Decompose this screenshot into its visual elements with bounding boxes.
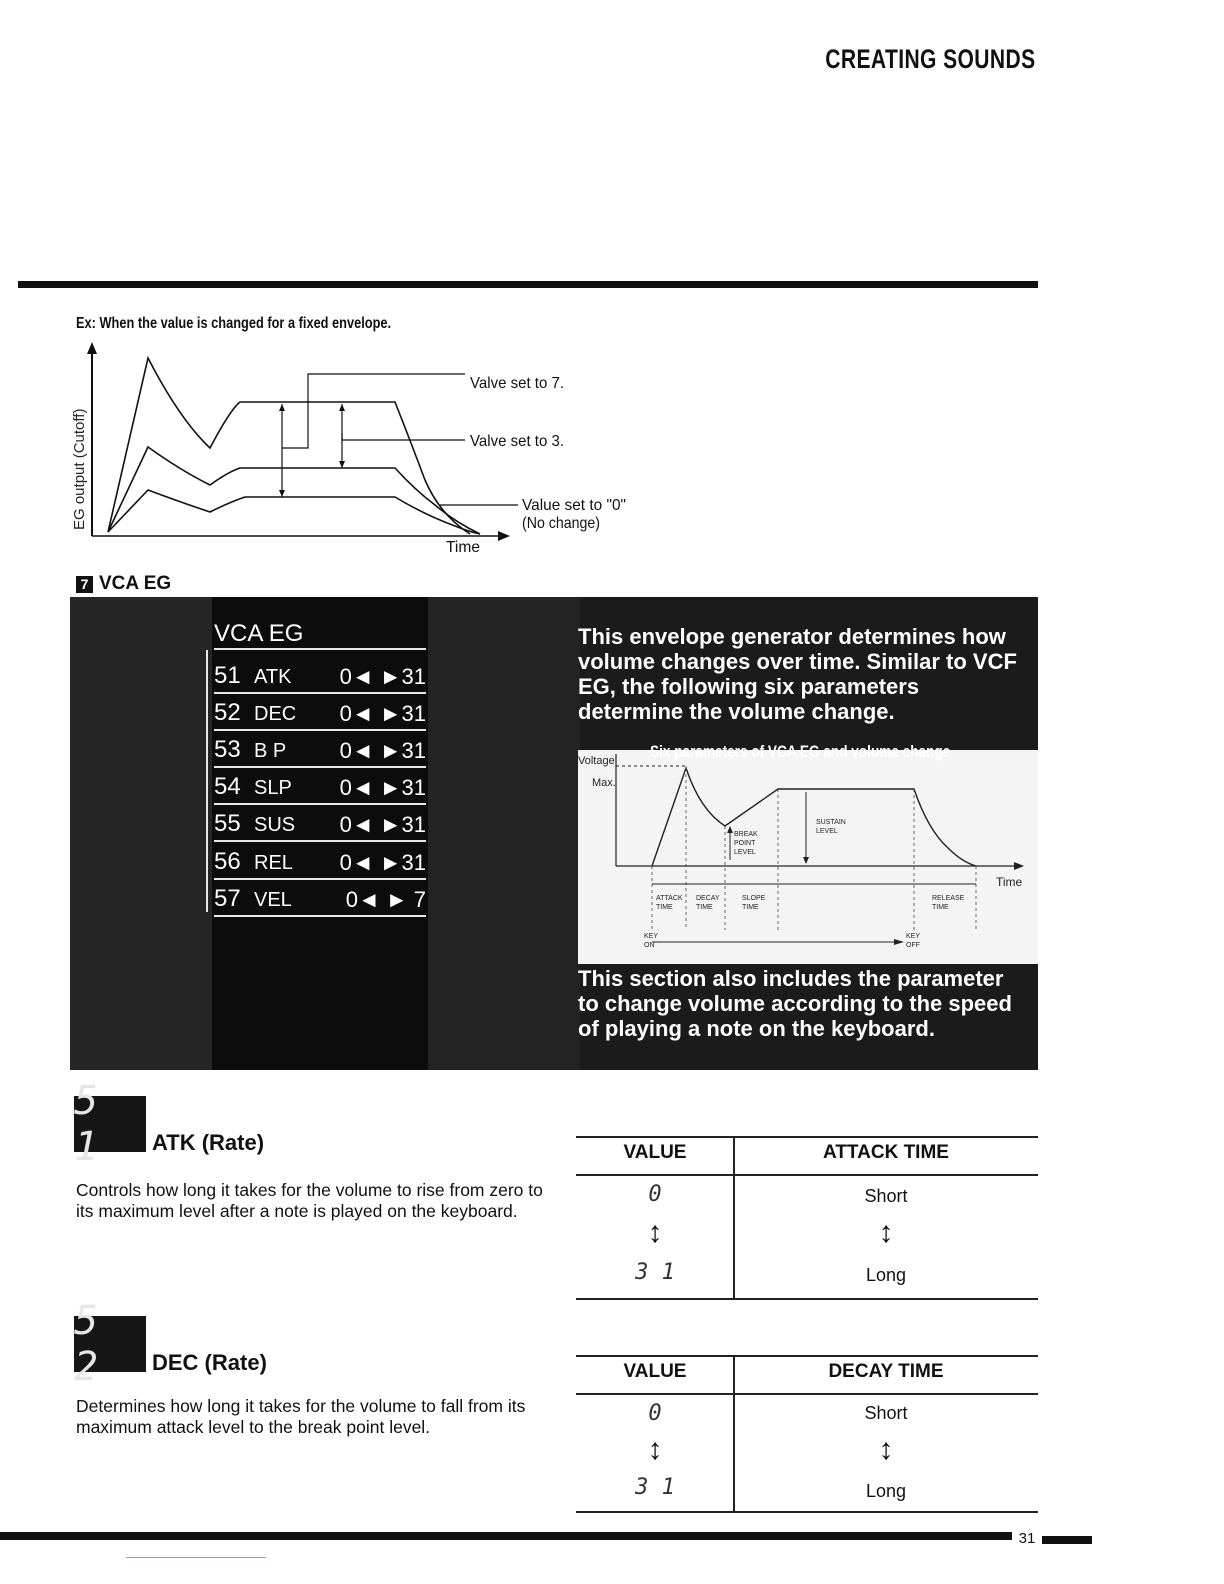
param-number: 53 <box>214 736 241 763</box>
label-value-7: Valve set to 7. <box>470 375 564 392</box>
atk-title: ATK (Rate) <box>152 1130 265 1155</box>
svg-text:TIME: TIME <box>656 904 673 911</box>
param-range: 0◄ ►31 <box>339 850 426 875</box>
param-number: 55 <box>214 810 241 837</box>
svg-text:OFF: OFF <box>906 942 920 949</box>
up-down-arrow-icon: ↕ <box>878 1433 894 1466</box>
param-range: 0◄ ►31 <box>339 775 426 800</box>
param-row-57 <box>214 879 426 917</box>
svg-text:LEVEL: LEVEL <box>734 849 756 856</box>
svg-text:ATTACK: ATTACK <box>656 895 683 902</box>
svg-text:SUSTAIN: SUSTAIN <box>816 819 846 826</box>
param-row-54 <box>214 767 426 805</box>
section-number-badge: 7 <box>76 576 93 593</box>
x-axis-arrow <box>498 531 510 541</box>
parameter-list-title: VCA EG <box>214 620 304 647</box>
label-long: Long <box>865 1265 907 1285</box>
up-down-arrow-icon: ↕ <box>647 1433 663 1466</box>
voltage-label: Voltage <box>578 755 615 767</box>
y-axis-label: EG output (Cutoff) <box>71 408 88 530</box>
param-number: 51 <box>214 662 241 689</box>
svg-text:KEY: KEY <box>644 933 659 940</box>
six-parameters-chart <box>578 750 1038 964</box>
param-row-51 <box>214 656 426 694</box>
page-number: 31 <box>1018 1530 1036 1547</box>
velocity-description: This section also includes the parameter to change volume according to the speed of playing a note on the keyboard. <box>578 966 1012 1041</box>
leader-line-3 <box>342 433 465 440</box>
section-heading <box>76 573 171 595</box>
panel-mid-strip <box>428 597 580 1070</box>
max-label: Max. <box>592 777 616 789</box>
svg-text:RELEASE: RELEASE <box>932 895 965 902</box>
value-min: 0 <box>648 1182 662 1207</box>
value-max: 3 1 <box>635 1260 675 1285</box>
time-label: Time <box>996 875 1023 889</box>
panel-left-strip <box>70 597 216 1070</box>
svg-text:TIME: TIME <box>932 904 949 911</box>
param-range: 0◄ ►31 <box>339 664 426 689</box>
led-display-52: 5 2 <box>74 1316 146 1372</box>
table-header-attack-time: ATTACK TIME <box>823 1142 949 1163</box>
attack-time-table <box>576 1136 1038 1302</box>
time-axis-arrow <box>1014 862 1024 870</box>
param-number: 54 <box>214 773 241 800</box>
volume-envelope <box>652 768 976 866</box>
x-axis-label: Time <box>446 539 481 556</box>
led-display-51: 5 1 <box>74 1096 146 1152</box>
value-max: 3 1 <box>635 1475 675 1500</box>
section-heading-text: VCA EG <box>99 573 172 594</box>
param-row-56 <box>214 842 426 880</box>
param-row-52 <box>214 693 426 731</box>
up-down-arrow-icon: ↕ <box>878 1216 894 1249</box>
param-code: SUS <box>254 814 296 836</box>
parameter-list-bracket <box>206 650 208 912</box>
param-number: 56 <box>214 848 241 875</box>
param-code: VEL <box>254 889 292 911</box>
param-row-55 <box>214 804 426 842</box>
decay-time-table <box>576 1355 1038 1515</box>
param-code: ATK <box>254 666 292 688</box>
param-range: 0◄ ►31 <box>339 701 426 726</box>
svg-text:POINT: POINT <box>734 840 756 847</box>
param-code: SLP <box>254 777 292 799</box>
param-row-53 <box>214 730 426 768</box>
param-number: 57 <box>214 885 241 912</box>
dec-title: DEC (Rate) <box>152 1350 267 1375</box>
svg-text:TIME: TIME <box>696 904 713 911</box>
svg-text:LEVEL: LEVEL <box>816 828 838 835</box>
up-down-arrow-icon: ↕ <box>647 1216 663 1249</box>
param-range: 0◄ ►31 <box>339 812 426 837</box>
parameter-list-rule <box>214 648 426 650</box>
atk-description: Controls how long it takes for the volume to rise from zero to its maximum level after a note is played on the keyboard. <box>76 1180 543 1221</box>
svg-text:ON: ON <box>644 942 655 949</box>
param-number: 52 <box>214 699 241 726</box>
param-code: B P <box>254 740 287 762</box>
svg-text:SLOPE: SLOPE <box>742 895 766 902</box>
param-code: REL <box>254 852 293 874</box>
label-value-3: Valve set to 3. <box>470 433 564 450</box>
example-caption: Ex: When the value is changed for a fixed envelope. <box>76 315 392 332</box>
vca-eg-description: This envelope generator determines how volume changes over time. Similar to VCF EG, the following six parameters determine the volume change. <box>578 624 1017 724</box>
six-parameters-title: Six parameters of VCA EG and volume change <box>650 742 951 761</box>
table-header-value: VALUE <box>623 1361 687 1382</box>
svg-text:DECAY: DECAY <box>696 895 720 902</box>
label-short: Short <box>864 1403 908 1423</box>
param-code: DEC <box>254 703 297 725</box>
y-axis-arrow <box>87 342 97 354</box>
label-no-change: (No change) <box>522 515 600 532</box>
label-value-0: Value set to "0" <box>522 497 626 514</box>
envelope-change-diagram <box>60 340 660 565</box>
bottom-divider-right <box>1042 1536 1092 1544</box>
table-header-value: VALUE <box>623 1142 687 1163</box>
label-short: Short <box>864 1186 908 1206</box>
svg-text:TIME: TIME <box>742 904 759 911</box>
six-parameters-diagram <box>578 750 1038 964</box>
value-min: 0 <box>648 1401 662 1426</box>
label-long: Long <box>865 1481 907 1501</box>
page-header-title: CREATING SOUNDS <box>825 44 1036 74</box>
leader-line-7 <box>282 374 465 448</box>
curve-value-3 <box>108 447 480 534</box>
top-divider <box>18 281 1038 288</box>
param-range: 0◄ ►31 <box>339 738 426 763</box>
bottom-divider <box>0 1532 1012 1540</box>
dec-description: Determines how long it takes for the volume to fall from its maximum attack level to the break point level. <box>76 1396 526 1437</box>
table-header-decay-time: DECAY TIME <box>828 1361 944 1382</box>
svg-text:BREAK: BREAK <box>734 831 758 838</box>
curve-value-7 <box>108 358 470 534</box>
param-range: 0◄ ► 7 <box>345 887 426 912</box>
scan-artifact-line <box>126 1557 266 1558</box>
svg-text:KEY: KEY <box>906 933 921 940</box>
